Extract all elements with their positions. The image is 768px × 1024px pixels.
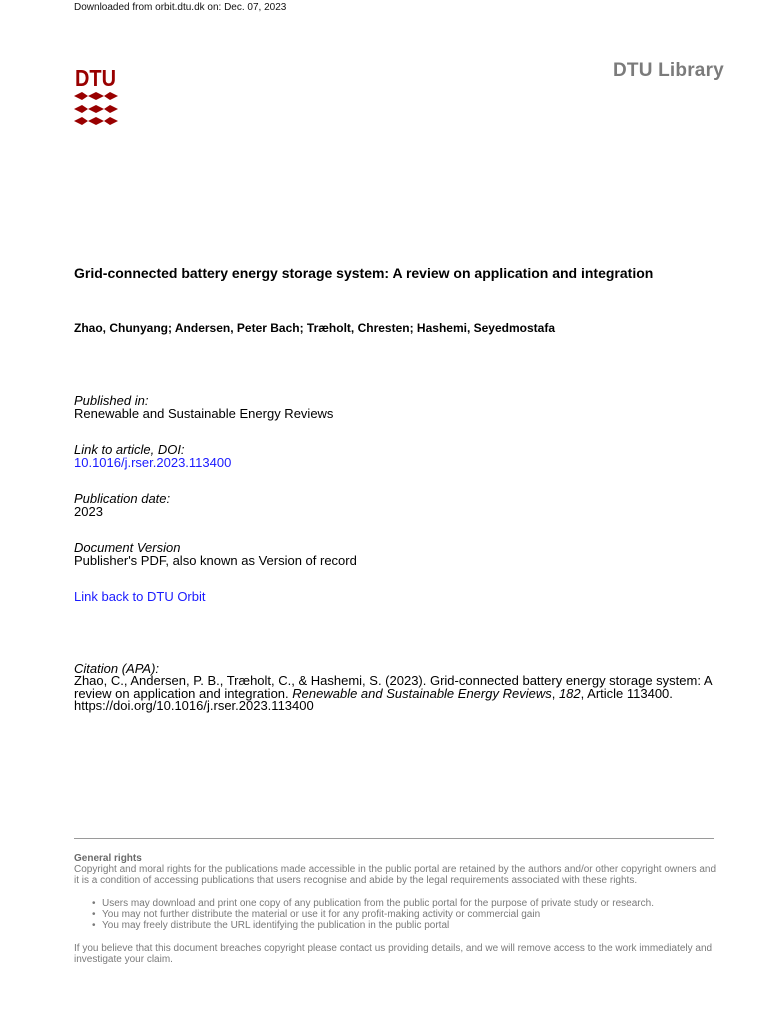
rights-bullet: • You may not further distribute the material or use it for any profit-making activity or commercial gain — [102, 909, 719, 920]
citation-label: Citation (APA): — [74, 661, 160, 676]
publication-date-label: Publication date: — [74, 491, 171, 506]
citation-block — [74, 662, 724, 713]
document-version-label: Document Version — [74, 540, 181, 555]
citation-text: Zhao, C., Andersen, P. B., Træholt, C., & Hashemi, S. (2023). Grid-connected battery energy storage system: A review on application and integration. — [74, 673, 712, 701]
citation-journal: Renewable and Sustainable Energy Reviews — [292, 685, 552, 701]
document-version-field — [74, 541, 357, 567]
paper-authors: Zhao, Chunyang; Andersen, Peter Bach; Træholt, Chresten; Hashemi, Seyedmostafa — [74, 321, 555, 335]
citation-volume: 182 — [558, 685, 581, 701]
published-in-value: Renewable and Sustainable Energy Reviews — [74, 406, 334, 421]
document-version-value: Publisher's PDF, also known as Version of record — [74, 553, 357, 568]
dtu-logo — [74, 64, 118, 126]
general-rights-closing: If you believe that this document breaches copyright please contact us providing details, and we will remove access to the work immediately and investigate your claim. — [74, 943, 713, 965]
download-note: Downloaded from orbit.dtu.dk on: Dec. 07, 2023 — [74, 2, 287, 13]
citation-article-doi: , Article 113400. https://doi.org/10.1016/j.rser.2023.113400 — [74, 685, 673, 713]
citation-separator: , — [551, 685, 559, 701]
rights-bullet: • You may freely distribute the URL identifying the publication in the public portal — [102, 920, 719, 931]
general-rights-section — [74, 853, 719, 965]
general-rights-heading: General rights — [74, 853, 142, 864]
doi-label: Link to article, DOI: — [74, 442, 185, 457]
divider — [74, 838, 714, 839]
publication-date-field — [74, 492, 170, 518]
general-rights-intro: Copyright and moral rights for the publications made accessible in the public portal are retained by the authors and/or other copyright owners and it is a condition of accessing publications that users recognise and abide by the legal requirements associated with these rights. — [74, 864, 717, 886]
dtu-library-label: DTU Library — [613, 60, 724, 81]
doi-link[interactable]: 10.1016/j.rser.2023.113400 — [74, 455, 232, 470]
paper-title: Grid-connected battery energy storage system: A review on application and integration — [74, 265, 654, 281]
doi-field — [74, 443, 231, 469]
rights-list — [74, 898, 719, 931]
svg-text:DTU: DTU — [75, 65, 116, 91]
publication-date-value: 2023 — [74, 504, 103, 519]
rights-bullet: • Users may download and print one copy of any publication from the public portal for the purpose of private study or research. — [102, 898, 719, 909]
published-in-field — [74, 394, 333, 420]
dtu-orbit-link[interactable]: Link back to DTU Orbit — [74, 589, 206, 604]
published-in-label: Published in: — [74, 393, 149, 408]
